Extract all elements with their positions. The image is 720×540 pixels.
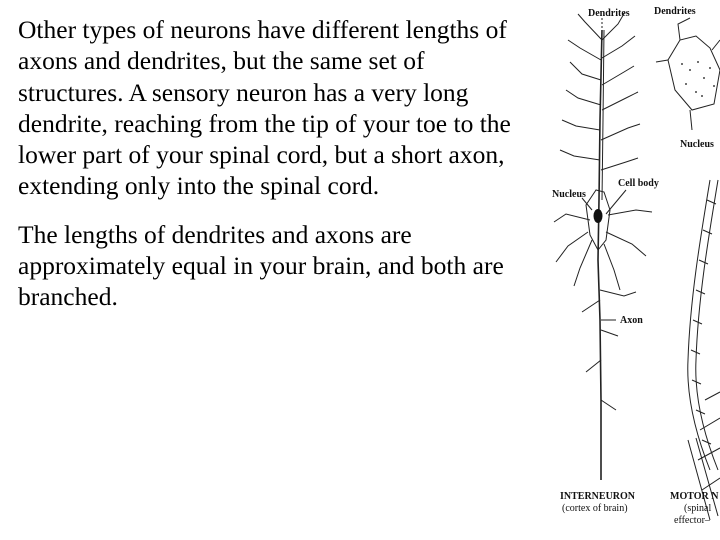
neuron-illustration [540, 0, 720, 540]
caption-motor-title: MOTOR N [670, 491, 719, 502]
label-axon: Axon [620, 315, 643, 326]
caption-motor-sub: (spinal [684, 503, 712, 514]
label-dendrites-motor: Dendrites [654, 6, 696, 17]
caption-motor-sub2: effector– [674, 515, 710, 526]
interneuron-nucleus [594, 209, 603, 223]
label-nucleus-motor: Nucleus [680, 139, 714, 150]
label-dendrites-interneuron: Dendrites [588, 8, 630, 19]
text-column [18, 14, 518, 313]
neuron-drawing [540, 0, 720, 540]
motor-neuron-drawing [656, 18, 720, 520]
caption-interneuron-title: INTERNEURON [560, 491, 636, 502]
interneuron-drawing [554, 12, 652, 480]
paragraph-brain-neurons: The lengths of dendrites and axons are approximately equal in your brain, and both are branched. [18, 219, 504, 312]
motor-neuron-stipple [681, 61, 715, 97]
caption-interneuron-sub: (cortex of brain) [562, 503, 628, 514]
label-nucleus-interneuron: Nucleus [552, 189, 586, 200]
label-cell-body: Cell body [618, 178, 659, 189]
paragraph-sensory-neuron: Other types of neurons have different lengths of axons and dendrites, but the same set of structures. A sensory neuron has a very long dendrite, reaching from the tip of your toe to the lower part of your spinal cord, but a short axon, extending only into the spinal cord. [18, 15, 511, 201]
